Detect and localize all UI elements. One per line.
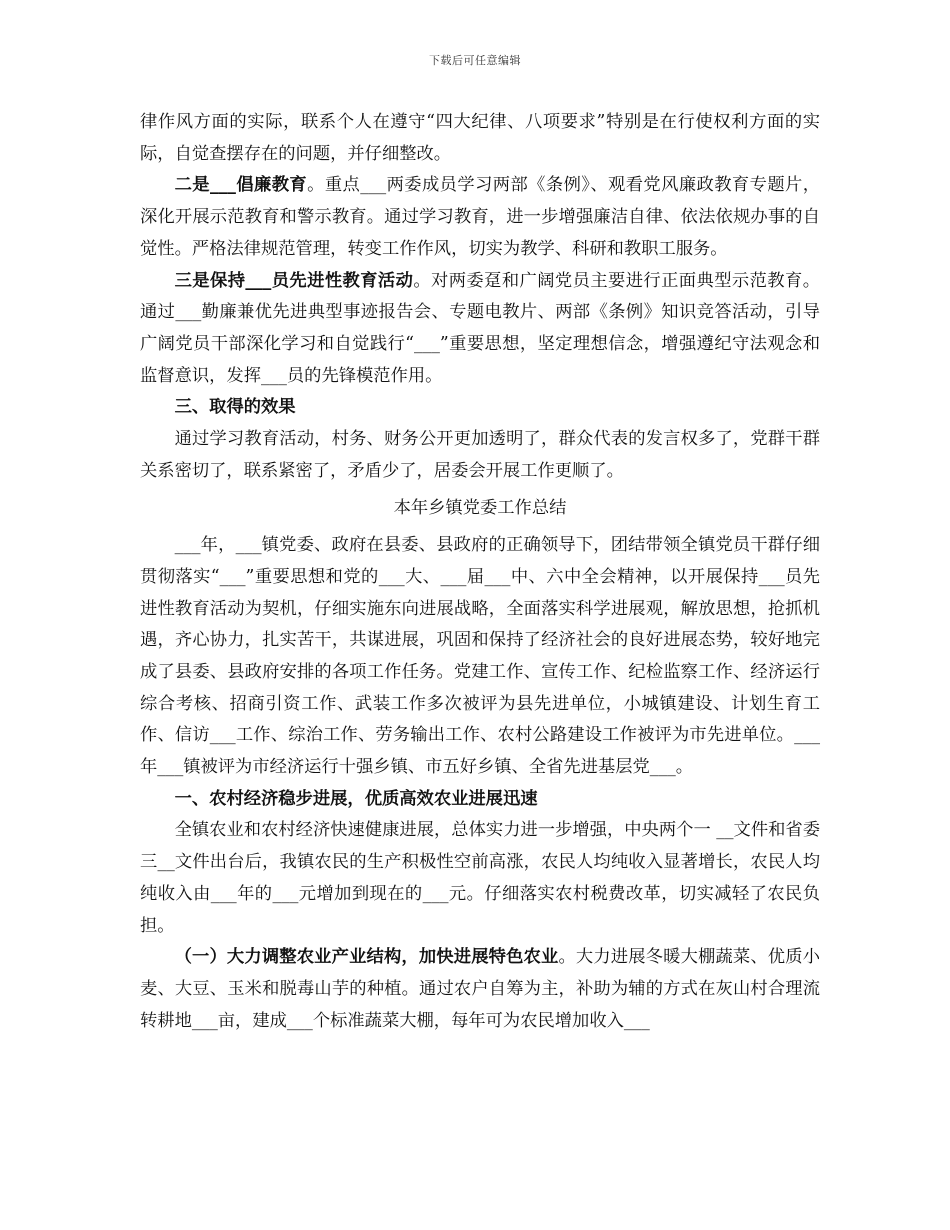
paragraph-1: 律作风方面的实际，联系个人在遵守“四大纪律、八项要求”特别是在行使权利方面的实际，自觉查摆存在的问题，并仔细整改。 xyxy=(140,112,820,164)
paragraph-8: 全镇农业和农村经济快速健康进展，总体实力进一步增强，中央两个一 __文件和省委三__文件出台后，我镇农民的生产积极性空前高涨，农民人均纯收入显著增长，农民人均纯收入由___年的___元增加到现在的___元。仔细落实农村税费改革，切实减轻了农民负担。 xyxy=(140,820,820,936)
section-heading-results: 三、取得的效果 xyxy=(174,397,296,418)
paragraph-3 xyxy=(140,266,820,393)
paragraph-6: ___年，___镇党委、政府在县委、县政府的正确领导下，团结带领全镇党员干群仔细贯彻落实“___”重要思想和党的___大、___届___中、六中全会精神，以开展保持___员先进性教育活动为契机，仔细实施东向进展战略，全面落实科学进展观，解放思想，抢抓机遇，齐心协力，扎实苦干，共谋进展，巩固和保持了经济社会的良好进展态势，较好地完成了县委、县政府安排的各项工作任务。党建工作、宣传工作、纪检监察工作、经济运行综合考核、招商引资工作、武装工作多次被评为县先进单位，小城镇建设、计划生育工作、信访___工作、综治工作、劳务输出工作、农村公路建设工作被评为市先进单位。___年___镇被评为市经济运行十强乡镇、市五好乡镇、全省先进基层党___。 xyxy=(140,535,820,778)
paragraph-5: 通过学习教育活动，村务、财务公开更加透明了，群众代表的发言权多了，党群干群关系密切了，联系紧密了，矛盾少了，居委会开展工作更顺了。 xyxy=(140,429,820,481)
paragraph-2 xyxy=(140,170,820,265)
paragraph-2-body: 。重点___两委成员学习两部《条例》、观看党风廉政教育专题片，深化开展示范教育和警示教育。通过学习教育，进一步增强廉洁自律、依法依规办事的自觉性。严格法律规范管理，转变工作作风，切实为教学、科研和教职工服务。 xyxy=(140,175,820,259)
document-title: 本年乡镇党委工作总结 xyxy=(393,498,567,519)
paragraph-3-body: 。对两委趸和广阔党员主要进行正面典型示范教育。通过___勤廉兼优先进典型事迹报告会、专题电教片、两部《条例》知识竞答活动，引导广阔党员干部深化学习和自觉践行“___”重要思想，坚定理想信念，增强遵纪守法观念和监督意识，发挥___员的先锋模范作用。 xyxy=(140,270,820,386)
paragraph-9-body: 。大力进展冬暖大棚蔬菜、优质小麦、大豆、玉米和脱毒山芋的种植。通过农户自筹为主，补助为辅的方式在灰山村合理流转耕地___亩，建成___个标准蔬菜大棚，每年可为农民增加收入___ xyxy=(140,947,820,1031)
section-heading-rural-economy: 一、农村经济稳步进展，优质高效农业进展迅速 xyxy=(174,788,538,809)
document-body xyxy=(140,107,820,1037)
paragraph-2-heading: 二是___倡廉教育 xyxy=(174,175,308,196)
paragraph-3-heading: 三是保持___员先进性教育活动 xyxy=(174,270,414,291)
paragraph-9 xyxy=(140,942,820,1037)
page-header: 下载后可任意编辑 xyxy=(429,54,521,67)
paragraph-9-heading: （一）大力调整农业产业结构，加快进展特色农业 xyxy=(174,947,559,968)
